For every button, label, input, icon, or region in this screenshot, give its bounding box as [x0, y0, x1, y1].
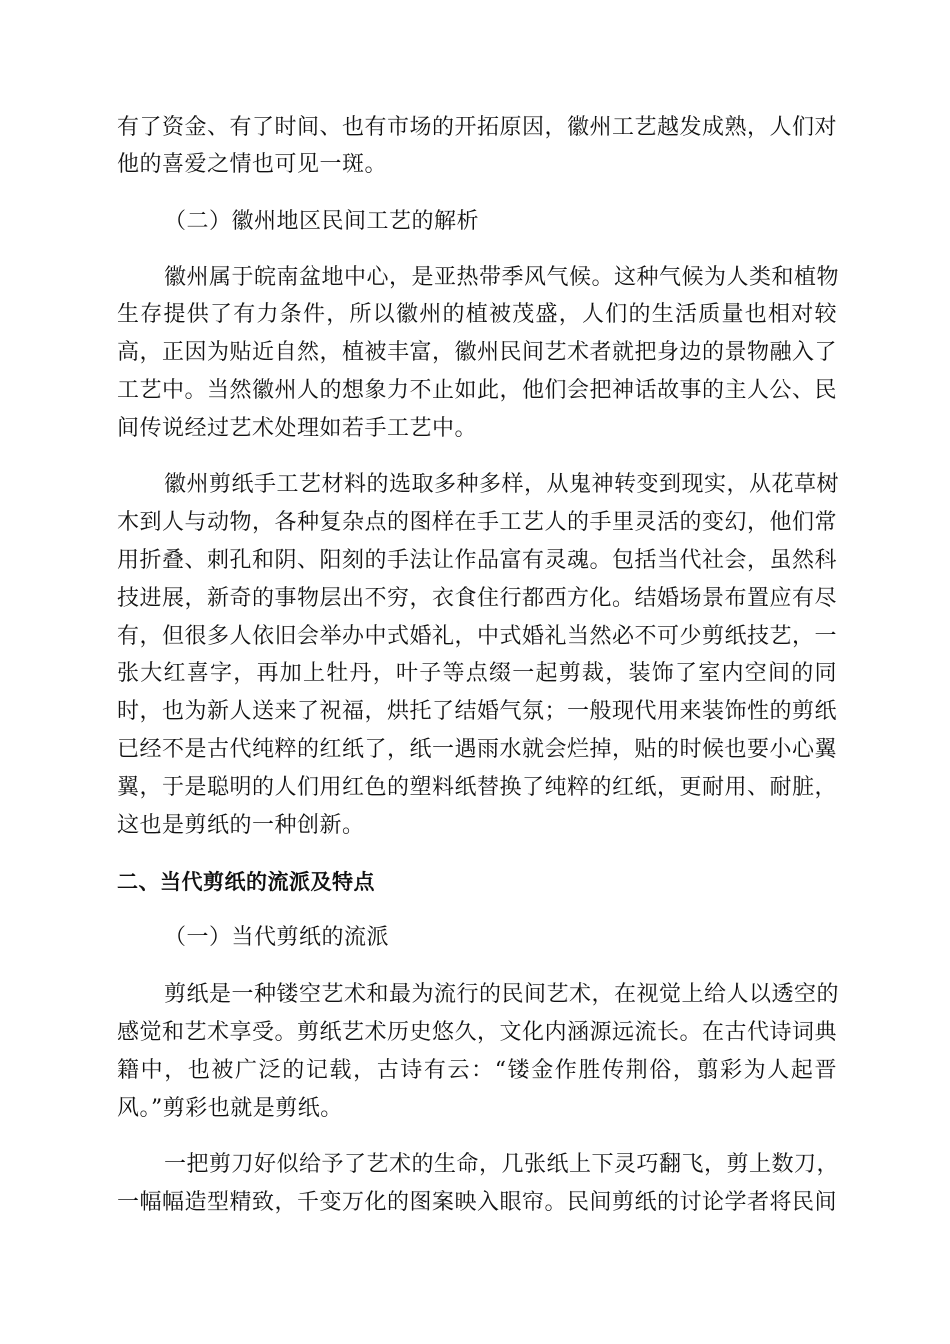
paragraph-line: 他的喜爱之情也可见一斑。: [117, 152, 388, 177]
paragraph-line: 已经不是古代纯粹的红纸了，纸一遇雨水就会烂掉，贴的时候也要小心翼: [117, 737, 838, 762]
paragraph-line: 一把剪刀好似给予了艺术的生命，几张纸上下灵巧翻飞，剪上数刀，: [164, 1152, 840, 1177]
section-heading: 二、当代剪纸的流派及特点: [117, 870, 375, 894]
subsection-heading: （二）徽州地区民间工艺的解析: [164, 209, 480, 234]
paragraph-line: 感觉和艺术享受。剪纸艺术历史悠久，文化内涵源远流长。在古代诗词典: [117, 1020, 838, 1045]
paragraph-line: 徽州属于皖南盆地中心，是亚热带季风气候。这种气候为人类和植物: [164, 265, 840, 290]
paragraph-line: 徽州剪纸手工艺材料的选取多种多样，从鬼神转变到现实，从花草树: [164, 472, 840, 497]
subsection-heading: （一）当代剪纸的流派: [164, 925, 390, 950]
paragraph-line: 生存提供了有力条件，所以徽州的植被茂盛，人们的生活质量也相对较: [117, 302, 837, 327]
paragraph-line: 一幅幅造型精致，千变万化的图案映入眼帘。民间剪纸的讨论学者将民间: [117, 1190, 838, 1215]
paragraph-line: 木到人与动物，各种复杂点的图样在手工艺人的手里灵活的变幻，他们常: [117, 510, 838, 535]
paragraph-line: 籍中，也被广泛的记载，古诗有云：“镂金作胜传荆俗，翦彩为人起晋: [117, 1058, 837, 1083]
paragraph-line: 张大红喜字，再加上牡丹，叶子等点缀一起剪裁，装饰了室内空间的同: [117, 661, 837, 686]
paragraph-line: 有了资金、有了时间、也有市场的开拓原因，徽州工艺越发成熟，人们对: [117, 115, 838, 140]
paragraph-line: 有，但很多人依旧会举办中式婚礼，中式婚礼当然必不可少剪纸技艺，一: [117, 624, 838, 649]
paragraph-line: 技进展，新奇的事物层出不穷，衣食住行都西方化。结婚场景布置应有尽: [117, 586, 838, 611]
paragraph-line: 剪纸是一种镂空艺术和最为流行的民间艺术，在视觉上给人以透空的: [164, 982, 840, 1007]
paragraph-line: 这也是剪纸的一种创新。: [117, 813, 365, 838]
paragraph-line: 间传说经过艺术处理如若手工艺中。: [117, 416, 478, 441]
paragraph-line: 风。”剪彩也就是剪纸。: [117, 1096, 343, 1121]
paragraph-line: 高，正因为贴近自然，植被丰富，徽州民间艺术者就把身边的景物融入了: [117, 340, 838, 365]
paragraph-line: 时，也为新人送来了祝福，烘托了结婚气氛；一般现代用来装饰性的剪纸: [117, 699, 838, 724]
paragraph-line: 用折叠、刺孔和阴、阳刻的手法让作品富有灵魂。包括当代社会，虽然科: [117, 548, 838, 573]
paragraph-line: 翼，于是聪明的人们用红色的塑料纸替换了纯粹的红纸，更耐用、耐脏，: [117, 775, 838, 800]
paragraph-line: 工艺中。当然徽州人的想象力不止如此，他们会把神话故事的主人公、民: [117, 378, 838, 403]
